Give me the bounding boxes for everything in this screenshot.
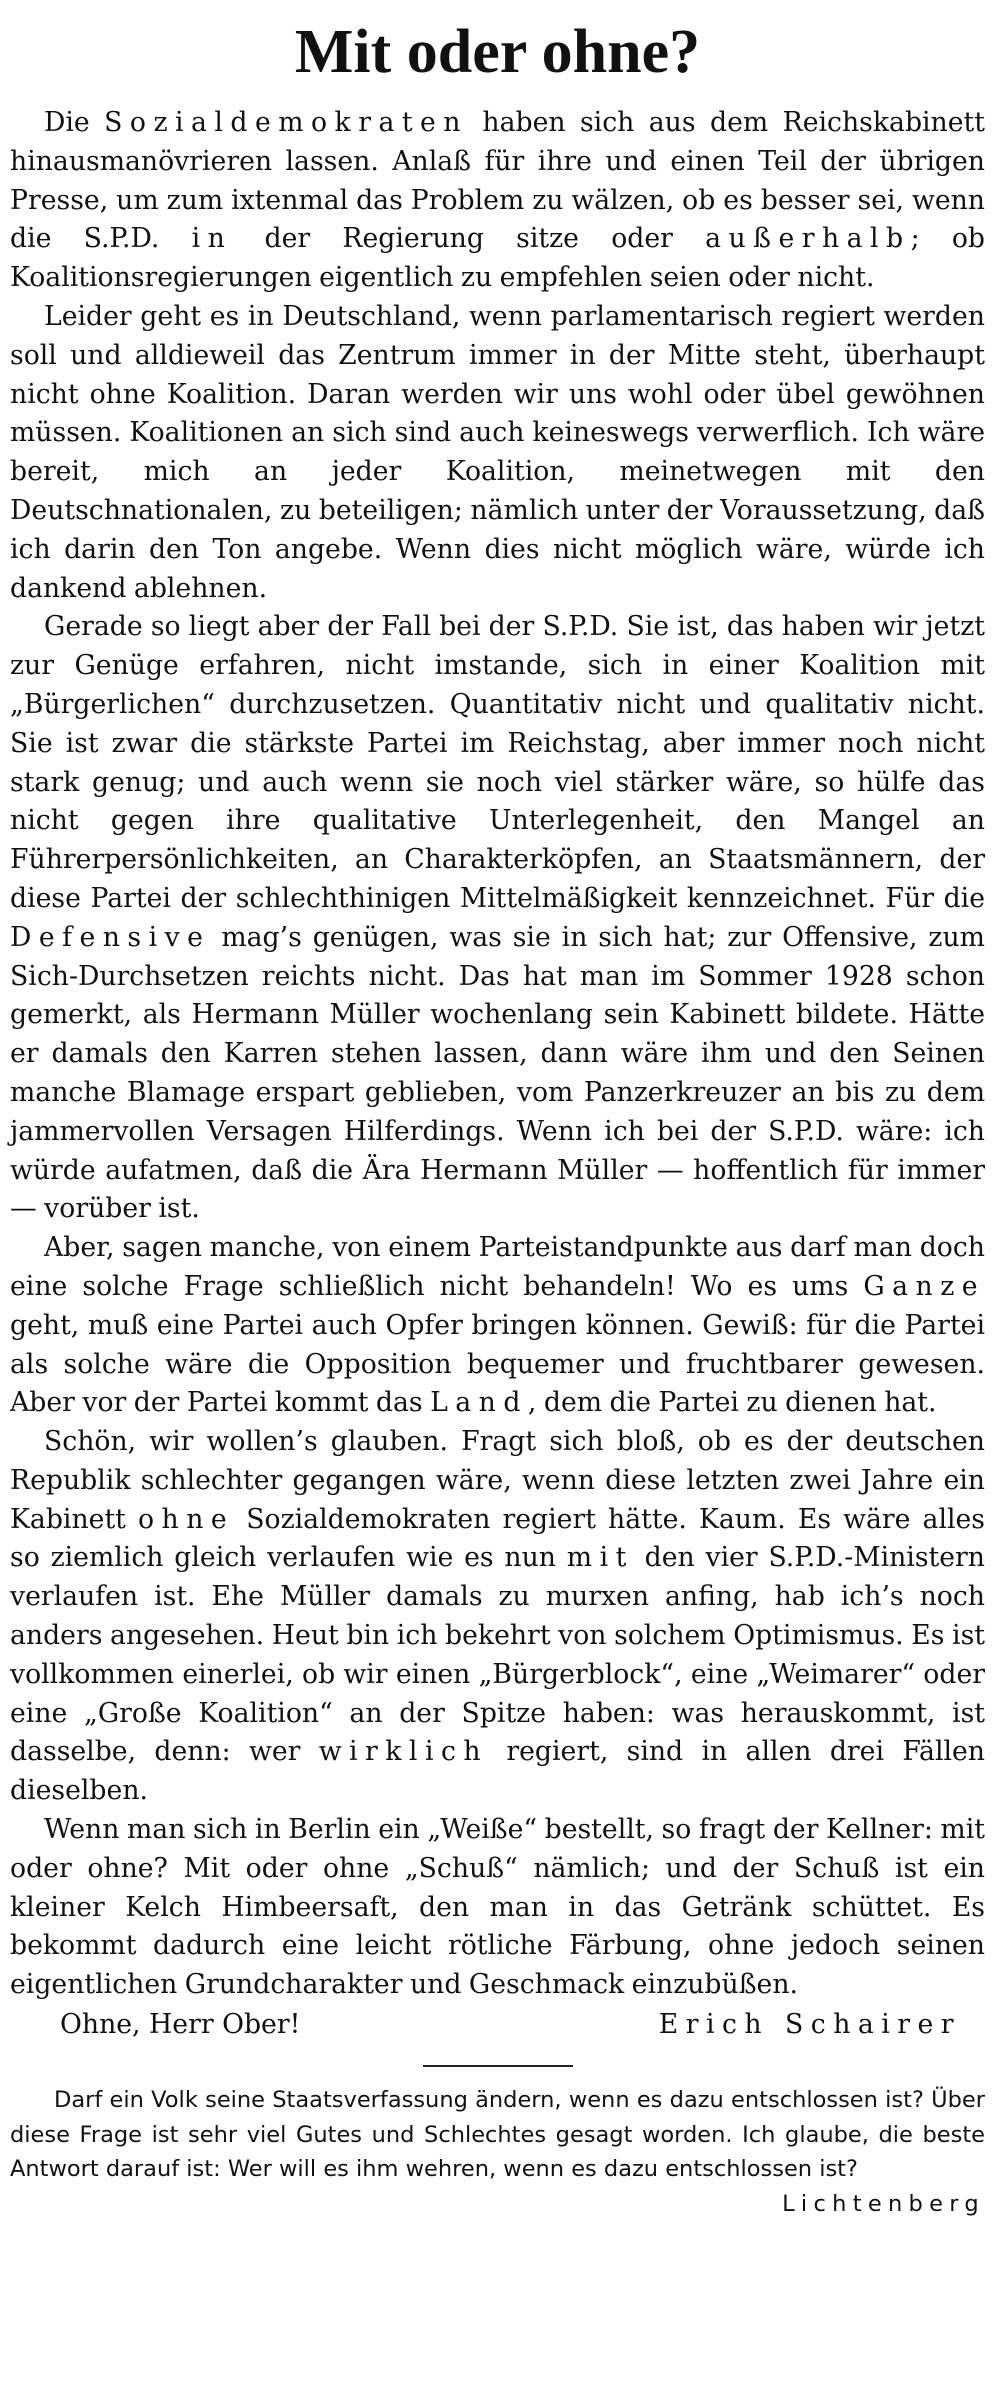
emphasis-spaced: Sozialdemokraten bbox=[104, 107, 468, 138]
emphasis-spaced: mit bbox=[566, 1542, 634, 1574]
article-closing bbox=[10, 2005, 985, 2045]
emphasis-spaced: außerhalb bbox=[705, 223, 911, 255]
paragraph-5: Schön, wir wollen’s glauben. Fragt sich bloß, ob es der deutschen Republik schlechter gegangen wäre, wenn diese letzten zwei Jahre ein Kabinett ohne Sozialdemokraten regiert hätte. Kaum. Es wäre alles so ziemlich gleich verlaufen wie es nun mit den vier S.P.D.-Ministern verlaufen ist. Ehe Müller damals zu murxen anfing, hab ich’s noch anders angesehen. Heut bin ich bekehrt von solchem Optimismus. Es ist vollkommen einerlei, ob wir einen „Bürgerblock“, eine „Weimarer“ oder eine „Große Koalition“ an der Spitze haben: was herauskommt, ist dasselbe, denn: wer wirklich regiert, sind in allen drei Fällen dieselben. bbox=[10, 1426, 985, 1807]
article-author: Erich Schairer bbox=[658, 2009, 961, 2041]
paragraph-6: Wenn man sich in Berlin ein „Weiße“ bestellt, so fragt der Kellner: mit oder ohne? Mit oder ohne „Schuß“ nämlich; und der Schuß ist ein kleiner Kelch Himbeersaft, den man in das Getränk schüttet. Es bekommt dadurch eine leicht rötliche Färbung, ohne jedoch seinen eigentlichen Grundcharakter und Geschmack einzubüßen. bbox=[10, 1814, 985, 2001]
emphasis-spaced: Defensive bbox=[10, 921, 211, 953]
quote-author: Lichtenberg bbox=[782, 2190, 985, 2217]
quote-block bbox=[10, 2083, 985, 2217]
quote-body: Darf ein Volk seine Staatsverfassung ändern, wenn es dazu entschlossen ist? Über diese Frage ist sehr viel Gutes und Schlechtes gesagt worden. Ich glaube, die beste Antwort darauf ist: Wer will es ihm wehren, wenn es dazu entschlossen ist? bbox=[10, 2087, 985, 2183]
article-title: Mit oder ohne? bbox=[294, 18, 701, 86]
paragraph-4: Aber, sagen manche, von einem Parteistandpunkte aus darf man doch eine solche Frage schließlich nicht behandeln! Wo es ums Ganze geht, muß eine Partei auch Opfer bringen können. Gewiß: für die Partei als solche wäre die Opposition bequemer und fruchtbarer gewesen. Aber vor der Partei kommt das Land, dem die Partei zu dienen hat. bbox=[10, 1232, 985, 1419]
paragraph-1: Die Sozialdemokraten haben sich aus dem Reichskabinett hinausmanövrieren lassen. Anlaß für ihre und einen Teil der übrigen Presse, um zum ixtenmal das Problem zu wälzen, ob es besser sei, wenn die S.P.D. in der Regierung sitze oder außerhalb; ob Koalitionsregierungen eigentlich zu empfehlen seien oder nicht. bbox=[10, 107, 985, 294]
quote-text bbox=[10, 2083, 985, 2217]
emphasis-spaced: Ganze bbox=[863, 1270, 985, 1302]
emphasis-spaced: wirklich bbox=[318, 1736, 489, 1768]
emphasis-spaced: ohne bbox=[138, 1503, 235, 1535]
emphasis-spaced: Land bbox=[430, 1387, 528, 1419]
emphasis-spaced: in bbox=[191, 223, 233, 255]
paragraph-3: Gerade so liegt aber der Fall bei der S.P.D. Sie ist, das haben wir jetzt zur Genüge erfahren, nicht imstande, sich in einer Koalition mit „Bürgerlichen“ durchzusetzen. Quantitativ nicht und qualitativ nicht. Sie ist zwar die stärkste Partei im Reichstag, aber immer noch nicht stark genug; und auch wenn sie noch viel stärker wäre, so hülfe das nicht gegen ihre qualitative Unterlegenheit, den Mangel an Führerpersönlichkeiten, an Charakterköpfen, an Staatsmännern, der diese Partei der schlechthinigen Mittelmäßigkeit kennzeichnet. Für die Defensive mag’s genügen, was sie in sich hat; zur Offensive, zum Sich-Durchsetzen reichts nicht. Das hat man im Sommer 1928 schon gemerkt, als Hermann Müller wochenlang sein Kabinett bildete. Hätte er damals den Karren stehen lassen, dann wäre ihm und den Seinen manche Blamage erspart geblieben, vom Panzerkreuzer an bis zu dem jammervollen Versagen Hilferdings. Wenn ich bei der S.P.D. wäre: ich würde aufatmen, daß die Ära Hermann Müller — hoffentlich für immer — vorüber ist. bbox=[10, 611, 985, 1225]
article-body bbox=[10, 104, 985, 2045]
paragraph-2: Leider geht es in Deutschland, wenn parlamentarisch regiert werden soll und alldieweil das Zentrum immer in der Mitte steht, überhaupt nicht ohne Koalition. Daran werden wir uns wohl oder übel gewöhnen müssen. Koalitionen an sich sind auch keineswegs verwerflich. Ich wäre bereit, mich an jeder Koalition, meinetwegen mit den Deutschnationalen, zu beteiligen; nämlich unter der Voraussetzung, daß ich darin den Ton angebe. Wenn dies nicht möglich wäre, würde ich dankend ablehnen. bbox=[10, 300, 985, 604]
section-divider bbox=[423, 2065, 573, 2067]
closing-line: Ohne, Herr Ober! bbox=[60, 2009, 301, 2041]
